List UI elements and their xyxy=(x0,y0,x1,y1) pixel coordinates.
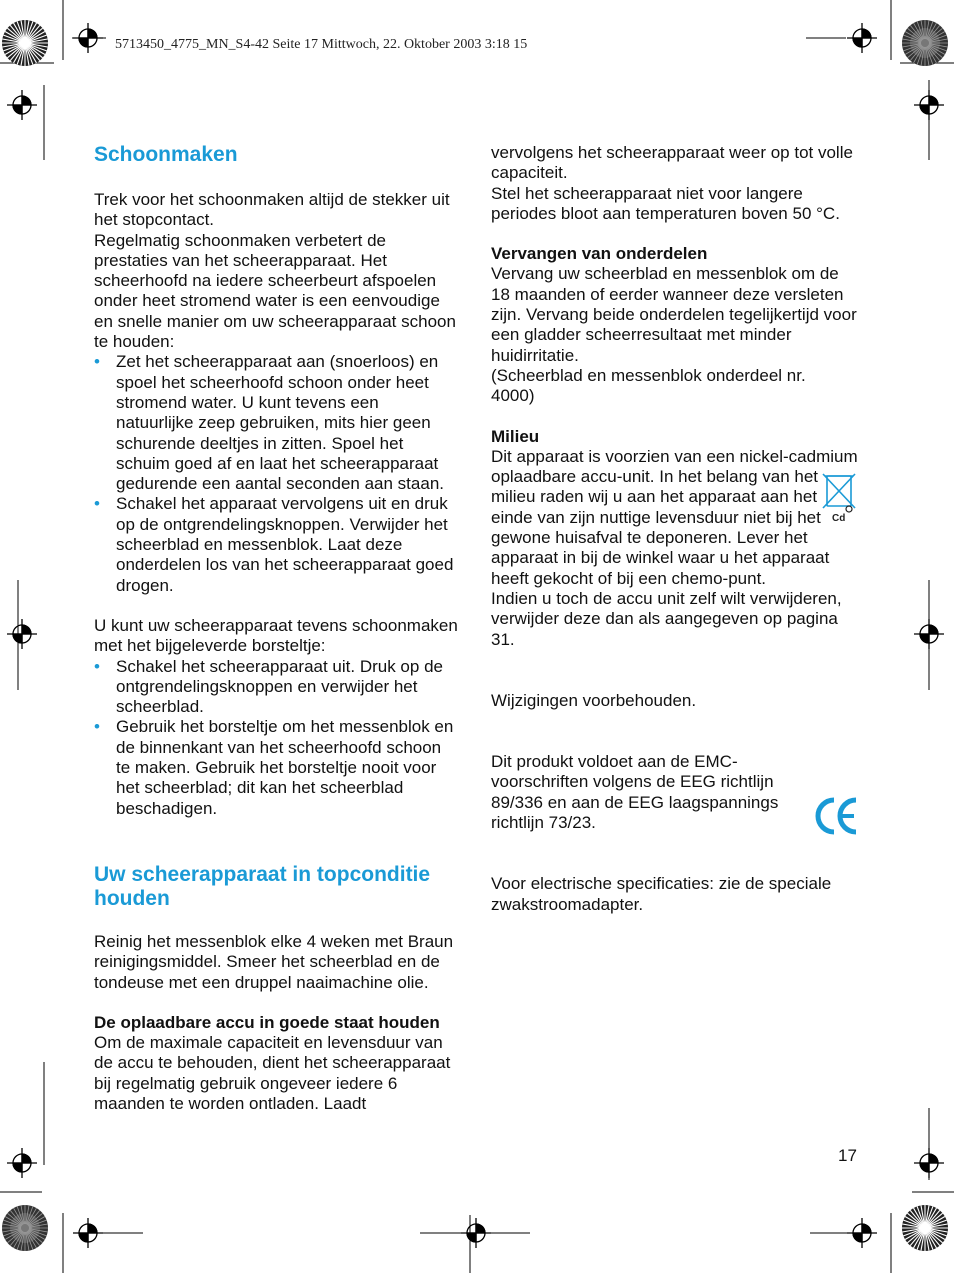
right-paragraph-8: Dit produkt voldoet aan de EMC-voorschriften volgens de EEG richtlijn 89/336 en aan de EEG laagspannings richtlijn 73/23. xyxy=(491,752,779,833)
right-paragraph-2: Stel het scheerapparaat niet voor langere periodes bloot aan temperaturen boven 50 °C. xyxy=(491,183,840,223)
left-paragraph-2: Regelmatig schoonmaken verbetert de prestaties van het scheerapparaat. Het scheerhoofd na iedere scheerbeurt afspoelen onder heet stromend water is een eenvoudige en snelle manier om uw scheerapparaat schoon te houden: xyxy=(94,230,456,352)
printer-slug-line: 5713450_4775_MN_S4-42 Seite 17 Mittwoch, 22. Oktober 2003 3:18 15 xyxy=(115,37,528,52)
left-column xyxy=(94,143,460,1114)
right-column xyxy=(491,143,861,915)
list-item: • Schakel het scheerapparaat uit. Druk op de ontgrendelingsknoppen en verwijder het scheerblad. xyxy=(94,657,460,718)
right-paragraph-7: Wijzigingen voorbehouden. xyxy=(491,690,697,710)
heading-cleaning: Schoonmaken xyxy=(94,143,238,166)
right-paragraph-5: Dit apparaat is voorzien van een nickel-cadmium oplaadbare accu-unit. In het belang van het milieu raden wij u aan het apparaat aan het einde van zijn nuttige levensduur niet bij het gewone huisafval te deponeren. Lever het apparaat in bij de winkel waar u het apparaat heeft gekocht of bij een chemo-punt. xyxy=(491,446,858,588)
right-paragraph-3: Vervang uw scheerblad en messenblok om de 18 maanden of eerder wanneer deze versleten zijn. Vervang beide onderdelen tegelijkertijd voor een gladder scheerresultaat met minder huidirritatie. xyxy=(491,264,857,365)
heading-condition: Uw scheerapparaat in topconditie houden xyxy=(94,862,431,910)
right-paragraph-9: Voor electrische specificaties: zie de speciale zwakstroomadapter. xyxy=(491,874,832,914)
bullet-list-1 xyxy=(94,352,460,596)
ce-mark-icon xyxy=(815,796,859,841)
bullet-list-2 xyxy=(94,657,460,819)
left-paragraph-1: Trek voor het schoonmaken altijd de stekker uit het stopcontact. xyxy=(94,190,450,230)
page-number: 17 xyxy=(838,1146,857,1165)
subheading-parts: Vervangen van onderdelen xyxy=(491,244,708,264)
right-paragraph-4: (Scheerblad en messenblok onderdeel nr. 4000) xyxy=(491,365,806,406)
left-paragraph-5: Om de maximale capaciteit en levensduur van de accu te behouden, dient het scheerapparaat bij regelmatig gebruik ongeveer iedere 6 maanden te worden ontladen. Laadt xyxy=(94,1033,451,1113)
weee-cd-label: Cd xyxy=(832,513,846,524)
left-paragraph-3: U kunt uw scheerapparaat tevens schoonmaken met het bijgeleverde borsteltje: xyxy=(94,615,458,656)
list-item: • Gebruik het borsteltje om het messenblok en de binnenkant van het scheerhoofd schoon te maken. Gebruik het borsteltje nooit voor het scheerblad; dit kan het scheerblad beschadigen. xyxy=(94,717,460,818)
weee-bin-icon xyxy=(822,470,858,531)
list-item: • Zet het scheerapparaat aan (snoerloos) en spoel het scheerhoofd schoon onder heet stromend water. U kunt tevens een natuurlijke zeep gebruiken, mits hier geen schurende deeltjes in zitten. Spoel het schuim goed af en laat het scheerapparaat gedurende een aantal seconden aan staan. xyxy=(94,352,460,494)
subheading-battery: De oplaadbare accu in goede staat houden xyxy=(94,1012,440,1032)
subheading-environment: Milieu xyxy=(491,426,540,446)
right-paragraph-6: Indien u toch de accu unit zelf wilt verwijderen, verwijder deze dan als aangegeven op pagina 31. xyxy=(491,588,842,649)
list-item: • Schakel het apparaat vervolgens uit en druk op de ontgrendelingsknoppen. Verwijder het scheerblad en messenblok. Laat deze onderdelen los van het scheerapparaat goed drogen. xyxy=(94,494,460,595)
left-paragraph-4: Reinig het messenblok elke 4 weken met Braun reinigingsmiddel. Smeer het scheerblad en de tondeuse met een druppel naaimachine olie. xyxy=(94,931,454,992)
right-paragraph-1: vervolgens het scheerapparaat weer op tot volle capaciteit. xyxy=(491,143,853,183)
